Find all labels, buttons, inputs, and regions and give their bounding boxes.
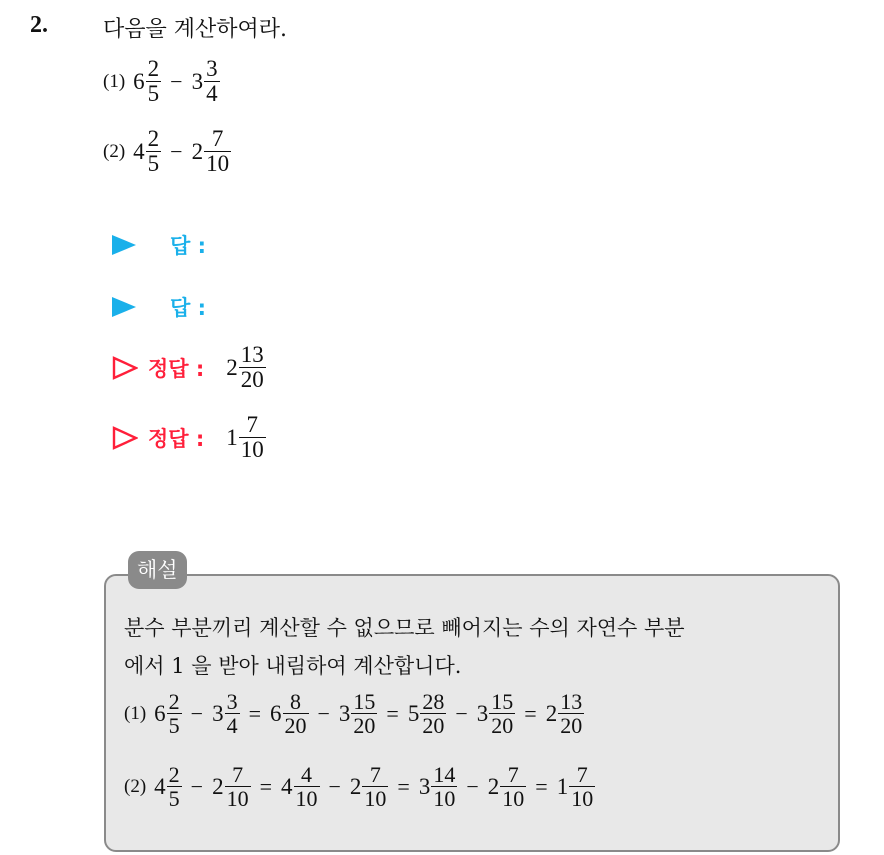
answer-field-1[interactable] bbox=[112, 230, 206, 260]
minus-sign: − bbox=[190, 773, 204, 799]
fraction bbox=[500, 763, 526, 810]
explanation-text-line-2: 에서 1 을 받아 내림하여 계산합니다. bbox=[124, 654, 462, 678]
whole-part: 6 bbox=[133, 68, 145, 94]
solution-label: 정답 : bbox=[148, 426, 205, 451]
fraction bbox=[225, 690, 240, 737]
whole-part: 3 bbox=[191, 68, 204, 94]
minus-sign: − bbox=[466, 773, 479, 799]
numerator: 28 bbox=[422, 689, 445, 714]
fraction bbox=[569, 763, 595, 810]
whole-part: 1 bbox=[226, 424, 238, 450]
fraction bbox=[431, 763, 457, 810]
numerator: 13 bbox=[560, 689, 583, 714]
whole-part: 6 bbox=[270, 700, 282, 726]
denominator: 4 bbox=[226, 713, 238, 739]
numerator: 3 bbox=[226, 689, 238, 714]
denominator: 10 bbox=[364, 786, 387, 812]
denominator: 5 bbox=[147, 81, 160, 107]
equals-sign: = bbox=[386, 700, 399, 726]
numerator: 13 bbox=[240, 342, 264, 367]
whole-part: 6 bbox=[154, 700, 166, 726]
fraction bbox=[420, 690, 446, 737]
solution-2 bbox=[112, 413, 266, 462]
whole-part: 3 bbox=[212, 700, 224, 726]
denominator: 10 bbox=[240, 437, 264, 463]
fraction bbox=[204, 127, 231, 176]
play-triangle-icon bbox=[112, 297, 136, 317]
denominator: 10 bbox=[295, 786, 318, 812]
denominator: 20 bbox=[491, 713, 514, 739]
denominator: 10 bbox=[226, 786, 249, 812]
whole-part: 2 bbox=[487, 773, 500, 799]
minus-sign: − bbox=[455, 700, 468, 726]
whole-part: 3 bbox=[418, 773, 431, 799]
play-triangle-icon bbox=[112, 235, 136, 255]
numerator: 7 bbox=[211, 126, 224, 151]
denominator: 4 bbox=[206, 81, 218, 107]
fraction bbox=[239, 343, 266, 392]
numerator: 4 bbox=[301, 762, 312, 787]
whole-part: 5 bbox=[407, 700, 420, 726]
explanation-text-line-1: 분수 부분끼리 계산할 수 없으므로 빼어지는 수의 자연수 부분 bbox=[124, 616, 685, 640]
denominator: 10 bbox=[206, 151, 230, 177]
answer-field-2[interactable] bbox=[112, 292, 206, 322]
denominator: 20 bbox=[284, 713, 307, 739]
whole-part: 4 bbox=[154, 773, 166, 799]
equals-sign: = bbox=[397, 773, 410, 799]
numerator: 8 bbox=[290, 689, 301, 714]
whole-part: 2 bbox=[349, 773, 362, 799]
numerator: 14 bbox=[433, 762, 456, 787]
outline-triangle-icon bbox=[112, 356, 138, 380]
fraction bbox=[225, 763, 251, 810]
fraction bbox=[489, 690, 515, 737]
denominator: 10 bbox=[571, 786, 594, 812]
problem-instruction: 다음을 계산하여라. bbox=[103, 17, 288, 42]
item-label: (2) bbox=[103, 140, 126, 162]
equals-sign: = bbox=[524, 700, 537, 726]
whole-part: 3 bbox=[338, 700, 351, 726]
whole-part: 2 bbox=[212, 773, 224, 799]
solution-value bbox=[226, 413, 266, 462]
equals-sign: = bbox=[248, 700, 261, 726]
minus-sign: − bbox=[317, 700, 330, 726]
minus-sign: − bbox=[190, 700, 204, 726]
item-label: (2) bbox=[124, 775, 147, 797]
numerator: 7 bbox=[232, 762, 244, 787]
item-label: (1) bbox=[124, 702, 147, 724]
fraction bbox=[294, 763, 320, 810]
numerator: 7 bbox=[246, 412, 259, 437]
problem-number: 2. bbox=[30, 12, 48, 38]
minus-sign: − bbox=[170, 138, 183, 164]
minus-sign: − bbox=[170, 68, 183, 94]
fraction bbox=[558, 690, 584, 737]
denominator: 10 bbox=[433, 786, 456, 812]
numerator: 7 bbox=[507, 762, 519, 787]
explanation-tag: 해설 bbox=[128, 551, 187, 589]
answer-label: 답 : bbox=[170, 296, 206, 320]
fraction bbox=[167, 690, 182, 737]
numerator: 2 bbox=[168, 762, 180, 787]
numerator: 3 bbox=[206, 56, 218, 81]
fraction bbox=[167, 763, 182, 810]
numerator: 7 bbox=[369, 762, 381, 787]
denominator: 5 bbox=[168, 713, 180, 739]
denominator: 20 bbox=[422, 713, 445, 739]
fraction bbox=[146, 127, 162, 176]
problem-item-2 bbox=[103, 127, 231, 176]
minus-sign: − bbox=[328, 773, 341, 799]
equals-sign: = bbox=[535, 773, 548, 799]
equals-sign: = bbox=[259, 773, 272, 799]
numerator: 2 bbox=[147, 56, 160, 81]
denominator: 20 bbox=[353, 713, 376, 739]
solution-label: 정답 : bbox=[148, 356, 205, 381]
numerator: 15 bbox=[491, 689, 514, 714]
answer-label: 답 : bbox=[170, 234, 206, 258]
whole-part: 4 bbox=[281, 773, 293, 799]
denominator: 5 bbox=[147, 151, 160, 177]
outline-triangle-icon bbox=[112, 426, 138, 450]
fraction bbox=[239, 413, 266, 462]
explanation-calc-1 bbox=[124, 690, 584, 737]
fraction bbox=[204, 57, 220, 106]
numerator: 2 bbox=[168, 689, 180, 714]
denominator: 20 bbox=[240, 367, 264, 393]
numerator: 2 bbox=[147, 126, 160, 151]
denominator: 20 bbox=[560, 713, 583, 739]
whole-part: 2 bbox=[191, 138, 204, 164]
denominator: 10 bbox=[502, 786, 525, 812]
whole-part: 4 bbox=[133, 138, 145, 164]
fraction bbox=[146, 57, 162, 106]
fraction bbox=[283, 690, 309, 737]
numerator: 7 bbox=[576, 762, 588, 787]
solution-value bbox=[226, 343, 266, 392]
whole-part: 1 bbox=[556, 773, 569, 799]
whole-part: 3 bbox=[476, 700, 489, 726]
numerator: 15 bbox=[353, 689, 376, 714]
fraction bbox=[351, 690, 377, 737]
problem-item-1 bbox=[103, 57, 220, 106]
explanation-calc-2 bbox=[124, 763, 595, 810]
denominator: 5 bbox=[168, 786, 180, 812]
solution-1 bbox=[112, 343, 266, 392]
fraction bbox=[362, 763, 388, 810]
whole-part: 2 bbox=[226, 354, 238, 380]
whole-part: 2 bbox=[545, 700, 558, 726]
item-label: (1) bbox=[103, 70, 126, 92]
